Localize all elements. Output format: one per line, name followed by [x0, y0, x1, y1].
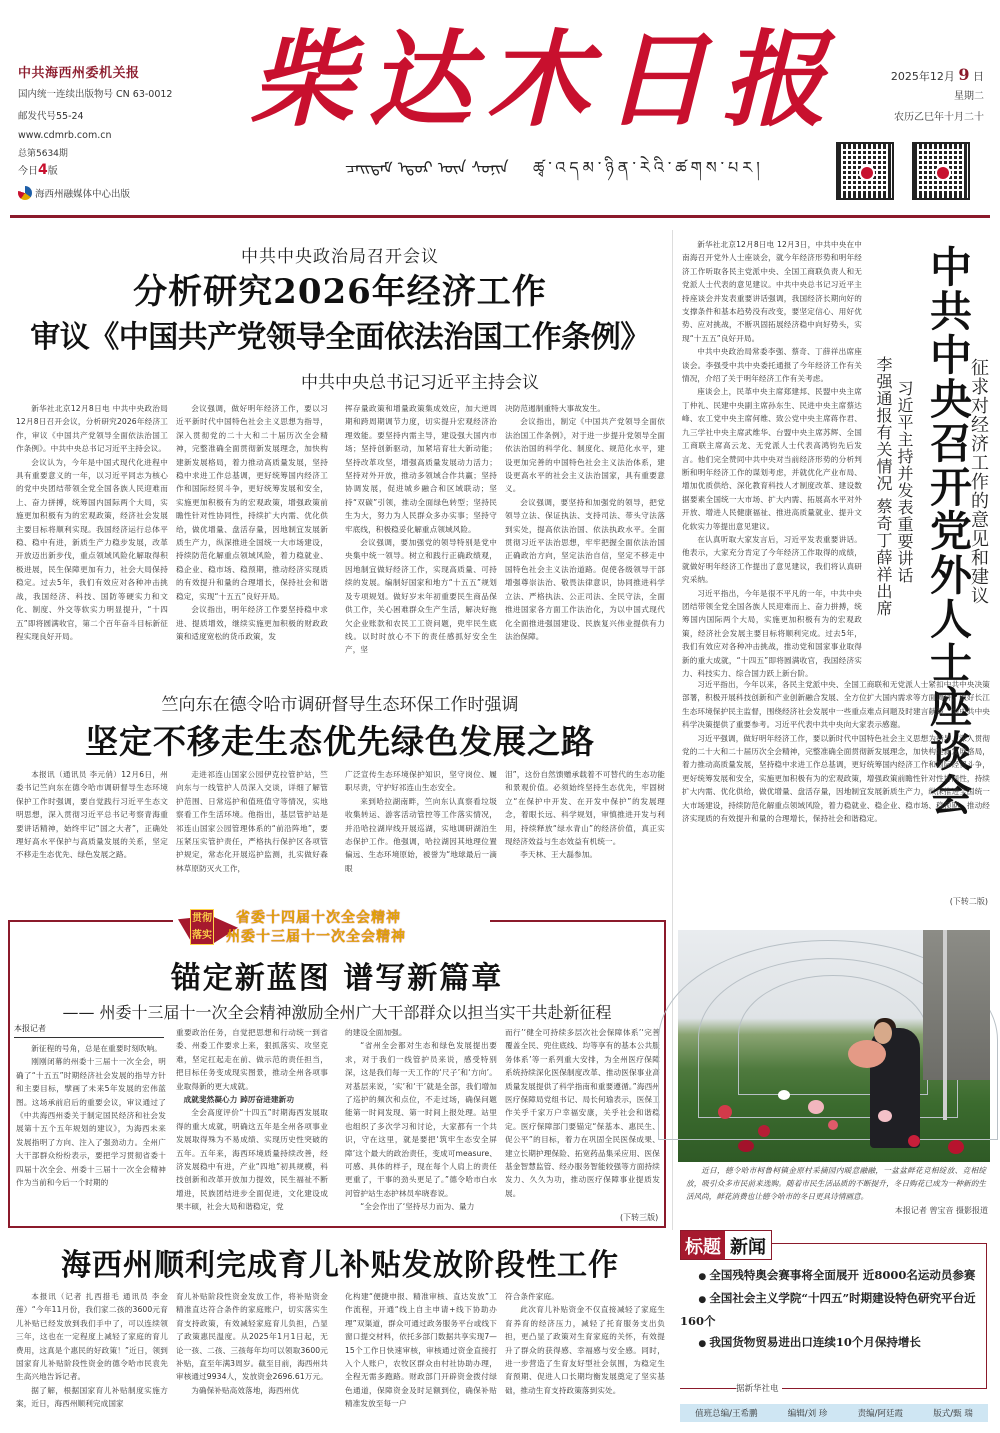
- headline-news-item[interactable]: ● 全国社会主义学院“十四五”时期建设特色研究平台近160个: [680, 1288, 985, 1332]
- paragraph: 来到哈拉湖南畔，竺向东认真察看垃圾收集转运、游客活动管控等工作落实情况，并沿哈拉湖岸线开展巡湖，实地调研湖泊生态保护工作。他强调，哈拉湖因其地理位置偏远、生态环境原始，被誉为“地球最后一滴眼: [345, 796, 497, 873]
- flower-bouquet: [848, 1040, 886, 1068]
- paragraph: 习近平指出，今年是很不平凡的一年，中共中央团结带领全党全国各族人民迎难而上、奋力拼搏，统筹国内国际两个大局，实施更加积极有为的宏观政策，经济社会发展主要目标将顺利完成。过去5年，我们有效应对各种冲击挑战，推动党和国家事业取得新的重大成就，“十四五”即将圆满收官，我国经济实力、科技实力、综合国力跃上新台阶。: [682, 588, 862, 678]
- flower: [948, 1140, 964, 1154]
- paragraph: 全会高度评价“十四五”时期海西发展取得的重大成就，明确这五年是全州各项事业发展取得殊为不易成绩、实现历史性突破的五年。五年来，海西环境质量持续改善，经济发展稳中有进，产业“四地”初具规模，科技创新和改革开放加力提效，民生福祉不断增进，民族团结进步全面促进，文化建设成果丰硕，社会大局和谐稳定，党: [176, 1108, 328, 1212]
- publisher-name: 海西州融媒体中心出版: [35, 189, 131, 200]
- date-prefix: 2025年12月: [890, 70, 955, 83]
- article4-byline: 本报记者: [14, 1023, 164, 1038]
- article5-title: 海西州顺利完成育儿补贴发放阶段性工作: [61, 1248, 619, 1283]
- headline-news-list: [680, 1265, 985, 1355]
- paragraph: 而行’‘健全可持续多层次社会保障体系’‘完善覆盖全民、兜住底线、均等享有的基本公共服务体系’等一系列重大安排，为全州医疗保障系统持续深化医保制度改革、推动医保事业高质量发展提供了科学指南和重要遵循。”海西州医疗保障局党组书记、局长何瑜表示，医保工作关乎千家万户幸福安康，关乎社会和谐稳定。医疗保障部门要锚定“保基本、惠民生、促公平”的目标，着力在巩固全民医保成果、建立长期护理保险、拓宽药品集采应用、医保基金智慧监管、经办服务智能较强等方面持续发力、久久为功，推动医疗保障事业提质发展。: [505, 1028, 660, 1198]
- article1-title-line1: 分析研究2026年经济工作: [133, 272, 547, 312]
- article3-kicker: 竺向东在德令哈市调研督导生态环保工作时强调: [161, 695, 519, 715]
- pages-prefix: 今日: [18, 166, 38, 177]
- special-section-badge: [178, 905, 483, 947]
- flower: [828, 1120, 838, 1130]
- party-organ-label: 中共海西州委机关报: [18, 66, 140, 81]
- paragraph: 新征程的号角，总是在重要时刻吹响。: [31, 1044, 162, 1053]
- frame-top-left: [8, 920, 173, 922]
- issue-date: [891, 65, 984, 84]
- paragraph: 新华社北京12月8日电 中共中央政治局12月8日召开会议，分析研究2026年经济工作，审议《中国共产党领导全面依法治国工作条例》。中共中央总书记习近平主持会议。: [16, 404, 168, 454]
- editorial-credits-bar: [680, 1404, 988, 1422]
- frame-top-right: [490, 920, 666, 922]
- article1-column-4: [505, 402, 665, 687]
- article4-column-2: [176, 1026, 328, 1224]
- paragraph: 挥存量政策和增量政策集成效应，加大逆周期和跨周期调节力度，切实提升宏观经济治理效能。要坚持内需主导，建设强大国内市场；坚持创新驱动，加紧培育壮大新动能；坚持改革攻坚，增强高质量发展动力活力；坚持对外开放，推动多领域合作共赢；坚持协调发展，促进城乡融合和区域联动；坚持“双碳”引领，推动全面绿色转型；坚持民生为大，努力为人民群众多办实事；坚持守牢底线，积极稳妥化解重点领域风险。: [345, 404, 497, 534]
- article2-column-wide: [682, 678, 990, 896]
- badge-tag-line1: 贯彻: [192, 913, 212, 924]
- headline-news-title-a: 标题: [681, 1231, 725, 1259]
- paragraph: 中共中央政治局常委李强、蔡奇、丁薛祥出席座谈会。李强受中共中央委托通报了今年经济工作有关情况，介绍了关于明年经济工作有关考虑。: [682, 347, 862, 384]
- headline-news-item[interactable]: ● 我国货物贸易进出口连续10个月保持增长: [680, 1332, 985, 1355]
- paragraph: 育儿补贴阶段性资金发放工作，将补贴资金精准直达符合条件的家庭账户，切实落实生育支持政策，有效减轻家庭育儿负担，凸显了政策惠民温度。从2025年1月1日起，无论一孩、二孩、三孩每年均可以领取3600元补贴，直至年满3周岁。截至目前，海西州共审核通过9934人，发放资金2696.61万元。: [176, 1292, 328, 1382]
- paragraph: 座谈会上，民革中央主席郑建邦、民盟中央主席丁仲礼、民建中央副主席孙东生、民进中央主席蔡达峰、农工党中央主席何维、致公党中央主席蒋作君、九三学社中央主席武维华、台盟中央主席苏辉、全国工商联主席高云龙、无党派人士代表高鸿钧先后发言。他们完全赞同中共中央对当前经济形势的分析判断和明年经济工作的谋划考虑，并就优化产业布局、增加优质供给、深化教育科技人才制度改革、建设数据要素全国统一大市场、扩大内需、拓展高水平对外开放、增进人民健康福祉、推进高质量就业、提升文化软实力等提出意见建议。: [682, 387, 862, 531]
- editor: 编辑/刘 珍: [787, 1409, 828, 1419]
- layout-editor: 版式/甄 瑞: [933, 1409, 973, 1419]
- flower: [908, 1135, 920, 1147]
- article1-subtitle: 中共中央总书记习近平主持会议: [301, 373, 539, 393]
- photo-caption: 近日，德令哈市柯鲁柯镇金原村采摘园内暖意融融，一盆盆鲜花竞相绽放、竞相绽放，吸引众多市民前来选购。随着市民生活品质的不断提升，冬日购花已成为一种新的生活风尚，鲜花消费也让德令哈市的冬日更具诗情画意。: [686, 1166, 986, 1201]
- website-link[interactable]: www.cdmrb.com.cn: [18, 130, 112, 141]
- article1-kicker: 中共中央政治局召开会议: [241, 247, 439, 267]
- paragraph: 此次育儿补贴资金不仅直接减轻了家庭生育养育的经济压力，减轻了托育服务支出负担，更凸显了政策对生育家庭的关怀，有效提升了群众的获得感、幸福感与安全感。同时，进一步营造了生育友好型社会氛围，为稳定生育预期、促进人口长期均衡发展奠定了坚实基础，推动生育支持政策落到实处。: [505, 1305, 665, 1395]
- badge-line2: 州委十三届十一次全会精神: [226, 929, 406, 945]
- paragraph: 新华社北京12月8日电 12月3日，中共中央在中南海召开党外人士座谈会，就今年经济形势和明年经济工作听取各民主党派中央、全国工商联负责人和无党派人士代表的意见建议。中共中央总书记习近平主持座谈会并发表重要讲话强调，我国经济长期向好的支撑条件和基本趋势没有改变，要坚定信心、用好优势、应对挑战，不断巩固拓展经济稳中向好势头，实现“十五五”良好开局。: [682, 240, 862, 343]
- paragraph: 据了解，根据国家育儿补贴制度实施方案，近日，海西州顺利完成国家: [16, 1385, 168, 1409]
- person-head: [874, 1022, 892, 1044]
- paragraph: 李天林、王大磊参加。: [520, 850, 598, 860]
- flower: [878, 1110, 892, 1122]
- chief-editor: 值班总编/王希鹏: [695, 1409, 758, 1419]
- article3-column-3: [345, 768, 497, 898]
- paragraph: 泪”，这份自然馈赠承载着不可替代的生态功能和景观价值。必须始终坚持生态优先，牢固树立“在保护中开发、在开发中保护”的发展理念，着眼长远、科学规划，审慎推进开发与利用，持续释放“绿水青山”的经济价值，真正实现经济效益与生态效益有机统一。: [505, 770, 665, 847]
- article4-continued: (下转三版): [620, 1213, 659, 1222]
- article2-subtitle1: 征求对经济工作的意见和建议: [968, 358, 989, 605]
- paragraph: 习近平指出，今年以来，各民主党派中央、全国工商联和无党派人士紧扣中共中央决策部署，积极开展科技创新和产业创新融合发展、全方位扩大国内需求等方面调研，做好长江生态环境保护民主监督，围绕经济社会发展中一些重点难点问题及时建言献策，为中共中央科学决策提供了重要参考。习近平代表中共中央向大家表示感谢。: [682, 680, 990, 730]
- paragraph: 习近平强调，做好明年经济工作，要以新时代中国特色社会主义思想为指导，深入贯彻党的二十大和二十届历次全会精神，完整准确全面贯彻新发展理念，加快构建新发展格局，着力推动高质量发展，坚持稳中求进工作总基调，更好统筹国内经济工作和国际经贸斗争，更好统筹发展和安全，实施更加积极有为的宏观政策，增强政策前瞻性针对性协同性，持续扩大内需、优化供给，做优增量、盘活存量，因地制宜发展新质生产力，纵深推进全国统一大市场建设，持续防范化解重点领域风险，着力稳就业、稳企业、稳市场、稳预期，推动经济实现质的有效提升和量的合理增长，保持社会和谐稳定。: [682, 733, 990, 824]
- qr-code-icon[interactable]: [912, 142, 970, 200]
- article3-column-1: [16, 768, 168, 898]
- paragraph: 重要政治任务，自觉把思想和行动统一到省委、州委工作要求上来，狠抓落实、攻坚克难，坚定扛起走在前、做示范的责任担当，把目标任务变成现实图景，推动全州各项事业取得新的更大成就。: [176, 1028, 328, 1091]
- article2-subtitle3: 李强通报有关情况 蔡奇丁薛祥出席: [874, 356, 893, 618]
- issue-total: 总第5634期: [18, 149, 68, 159]
- paragraph: 刚刚闭幕的州委十三届十一次全会，明确了“十五五”时期经济社会发展的指导方针和主要目标，擘画了未来5年发展的宏伟蓝图。这场承前启后的重要会议，审议通过了《中共海西州委关于制定国民经济和社会发展第十五个五年规划的建议》，为海西未来发展指明了方向、注入了强劲动力。全州广大干部群众纷纷表示，要把学习贯彻省委十四届十次全会、州委十三届十一次全会精神作为当前和今后一个时期的: [16, 1057, 166, 1188]
- article2-title: 中共中央召开党外人士座谈会: [924, 245, 973, 817]
- paragraph: 的建设全面加强。: [345, 1028, 407, 1037]
- article1-title-line2: 审议《中国共产党领导全面依法治国工作条例》: [30, 320, 650, 355]
- masthead-rule: [10, 215, 990, 218]
- publisher: [18, 186, 130, 200]
- article2-column-top: [682, 238, 862, 678]
- newspaper-logo: 柴达木日报: [250, 18, 841, 141]
- article5-column-3: [345, 1290, 497, 1430]
- paragraph: “省州全会都对生态和绿色发展提出要求，对于我们一线管护员来说，感受特别深，这是我们每一天工作的‘尺子’和‘方向’。对基层来说，‘实’和‘干’就是全部，我们增加了巡护的频次和点位，不走过场，确保问题能第一时间发现、第一时间上报处理。站里也组织了多次学习和讨论，大家都有一个共识，守在这里，就是要把‘筑牢生态安全屏障’这个最大的政治责任，变成可measure、可感、具体的样子，现在每个人肩上的责任更重了，干事的劲头更足了。”德令哈市白水河管护站生态护林员牟晓春说。: [345, 1041, 497, 1198]
- cn-number: 国内统一连续出版物号 CN 63-0012: [18, 89, 173, 100]
- paragraph: 会议强调，要坚持和加强党的领导，把党领导立法、保证执法、支持司法、带头守法落到实处，提高依法治国、依法执政水平。全面贯彻习近平法治思想，牢牢把握全面依法治国正确政治方向，坚定法治自信，坚定不移走中国特色社会主义法治道路。促使各级领导干部增强尊崇法治、敬畏法律意识，协同推进科学立法、严格执法、公正司法、全民守法，全面推进国家各方面工作法治化，为以中国式现代化全面推进强国建设、民族复兴伟业提供有力法治保障。: [505, 497, 665, 641]
- article5-column-4: [505, 1290, 665, 1430]
- badge-tag-line2: 落实: [192, 930, 212, 941]
- pages-today: [18, 162, 58, 178]
- flower: [718, 1105, 732, 1119]
- flower: [778, 1090, 790, 1100]
- article1-column-2: [176, 402, 328, 687]
- article5-column-1: [16, 1290, 168, 1430]
- article3-column-2: [176, 768, 328, 898]
- greenhouse-pole: [943, 930, 947, 1120]
- article4-column-4: [505, 1026, 660, 1212]
- news-photo-greenhouse-flowers[interactable]: [678, 930, 990, 1162]
- article2-subtitle2: 习近平主持并发表重要讲话: [895, 380, 914, 584]
- paragraph: 符合条件家庭。: [505, 1292, 559, 1301]
- flower: [738, 1140, 754, 1152]
- paragraph: 在认真听取大家发言后，习近平发表重要讲话。他表示，大家充分肯定了今年经济工作取得的成绩，就做好明年经济工作提出了意见建议，我们将认真研究采纳。: [682, 534, 862, 585]
- article4-subtitle: —— 州委十三届十一次全会精神激励全州广大干部群众以担当实干共赴新征程: [62, 1003, 612, 1022]
- pages-count: 4: [38, 162, 48, 178]
- subheading: 成就斐然凝心力 踔厉奋进建新功: [183, 1095, 295, 1105]
- paragraph: 会议指出，明年经济工作要坚持稳中求进、提质增效，继续实施更加积极的财政政策和适度宽松的货币政策，发: [176, 605, 328, 641]
- pages-suffix: 版: [47, 166, 58, 177]
- article2-continued: (下转二版): [949, 897, 988, 906]
- paragraph: 走进祁连山国家公园伊克拉管护站，竺向东与一线管护人员深入交谈，详细了解管护范围、日常巡护和值班值守等情况，实地察看工作生活环境。他指出，基层管护站是祁连山国家公园管理体系的“前沿阵地”，要压紧压实管护责任，严格执行保护区各项管护规定，常态化开展巡护监测，扎实做好森林草原防灭火工作，: [176, 770, 328, 873]
- paragraph: 本报讯（记者 扎西措毛 通讯员 李金莲）“今年11月份，我们家二孩的3600元育儿补贴已经发放到我们手中了，可以连续领三年，这也在一定程度上减轻了家庭的育儿费用，这真是个惠民的好政策！”近日，领到国家育儿补贴阶段性资金的德令哈市民袁先生高兴地告诉记者。: [16, 1292, 168, 1382]
- headline-news-title-b: 新闻: [730, 1237, 766, 1258]
- headline-news-source: 据新华社电: [736, 1382, 782, 1394]
- paragraph: 化构建“便捷申报、精准审核、直达发放”工作流程，开通“线上自主申请+线下协助办理”双渠道，群众可通过政务服务平台或线下窗口提交材料，依托多部门数据共享实现7—15个工作日快速审核，审核通过资金直接打入个人账户，农牧区群众由村社协助办理，全程无需多跑路。财政部门开辟资金拨付绿色通道，保障资金及时足额到位，确保补贴精准发放至每一户: [345, 1292, 497, 1409]
- flower: [758, 1125, 770, 1137]
- date-suffix: 日: [973, 70, 984, 83]
- article5-column-2: [176, 1290, 328, 1430]
- article3-title: 坚定不移走生态优先绿色发展之路: [85, 722, 595, 761]
- headline-news-title: [680, 1230, 772, 1260]
- tibetan-script: ཚྭ་འདམ་ཉིན་རེའི་ཚགས་པར།: [533, 158, 764, 177]
- article1-column-1: [16, 402, 168, 687]
- masthead-scripts: [345, 150, 764, 195]
- media-center-logo-icon: [18, 186, 32, 200]
- responsible-editor: 责编/阿廷霞: [857, 1409, 903, 1419]
- badge-line1: 省委十四届十次全会精神: [236, 910, 401, 926]
- headline-news-item[interactable]: ● 全国残特奥会赛事将全面展开 近8000名运动员参赛: [680, 1265, 985, 1288]
- paragraph: 会议认为，今年是中国式现代化进程中具有重要意义的一年，以习近平同志为核心的党中央团结带领全党全国各族人民迎难而上、奋力拼搏，统筹国内国际两个大局，实施更加积极有为的宏观政策，经济社会发展主要目标将顺利实现。我国经济运行总体平稳、稳中有进，新质生产力稳步发展，改革开放迈出新步伐，重点领域风险化解取得积极进展，民生保障更加有力，社会大局保持稳定。过去5年，我们有效应对各种冲击挑战，我国经济、科技、国防等硬实力和文化、制度、外交等软实力明显提升，“十四五”即将圆满收官，第二个百年奋斗目标新征程实现良好开局。: [16, 457, 168, 641]
- qr-code-icon[interactable]: [836, 142, 894, 200]
- mongolian-script: ᠴᠠᠢᠳᠠᠮ ᠡᠳᠦᠷ ᠦᠨ ᠰᠣᠨᠢᠨ: [345, 158, 509, 177]
- paragraph: 广泛宣传生态环境保护知识，坚守岗位、履职尽责，守护好祁连山生态安全。: [345, 770, 497, 793]
- greenhouse-wall: [923, 930, 990, 1080]
- paragraph: 为确保补贴高效落地，海西州优: [191, 1385, 299, 1395]
- flower: [808, 1100, 824, 1114]
- paragraph: 会议强调，要加强党的领导特别是党中央集中统一领导。树立和践行正确政绩观，因地制宜做好经济工作，实现高质量、可持续的发展。编制好国家和地方“十五五”规划及专项规划。做好岁末年初重要民生商品保供工作，关心困难群众生产生活，解决好拖欠企业账款和农民工工资问题，兜牢民生底线。以时时放心不下的责任感抓好安全生产，坚: [345, 538, 497, 655]
- article4-column-3: [345, 1026, 497, 1224]
- paragraph: “全会作出了‘坚持尽力而为、量力: [360, 1202, 475, 1212]
- postal-code: 邮发代号55-24: [18, 111, 84, 122]
- badge-tag: [190, 909, 214, 945]
- article3-column-4: [505, 768, 665, 898]
- date-day: 9: [958, 65, 970, 84]
- article4-title: 锚定新蓝图 谱写新篇章: [170, 961, 504, 996]
- paragraph: 决防范遏制重特大事故发生。: [505, 404, 606, 413]
- paragraph: 会议强调，做好明年经济工作，要以习近平新时代中国特色社会主义思想为指导，深入贯彻党的二十大和二十届历次全会精神，完整准确全面贯彻新发展理念，加快构建新发展格局，着力推动高质量发展，坚持稳中求进工作总基调，更好统筹国内经济工作和国际经贸斗争，更好统筹发展和安全，实施更加积极有为的宏观政策，增强政策前瞻性针对性协同性，持续扩大内需、优化供给，做优增量、盘活存量，因地制宜发展新质生产力，纵深推进全国统一大市场建设，持续防范化解重点领域风险，着力稳就业、稳企业、稳市场、稳预期，推动经济实现质的有效提升和量的合理增长，保持社会和谐稳定，实现“十五五”良好开局。: [176, 404, 328, 601]
- photo-credit: 本报记者 曾宝音 摄影报道: [894, 1206, 988, 1215]
- paragraph: 会议指出，制定《中国共产党领导全面依法治国工作条例》，对于进一步提升党领导全面依法治国的科学化、制度化、规范化水平，建设更加完善的中国特色社会主义法治体系，建设更高水平的社会主义法治国家，具有重要意义。: [505, 417, 665, 494]
- article4-column-1: [16, 1042, 166, 1224]
- weekday: 星期二: [954, 91, 984, 102]
- lunar-date: 农历乙巳年十月二十: [894, 112, 984, 123]
- article1-column-3: [345, 402, 497, 687]
- paragraph: 本报讯（通讯员 李元俏）12月6日，州委书记竺向东在德令哈市调研督导生态环境保护工作时强调，要自觉践行习近平生态文明思想，深入贯彻习近平总书记考察青海重要讲话精神，始终牢记“国之大者”，正确处理好高水平保护与高质量发展的关系，坚定不移走生态优先、绿色发展之路。: [16, 770, 168, 860]
